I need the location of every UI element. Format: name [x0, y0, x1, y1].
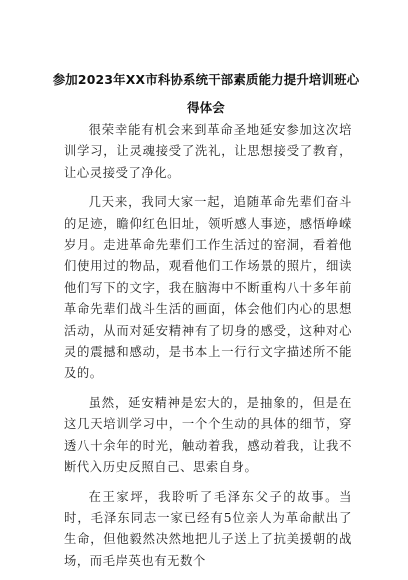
document-title: 参加2023年XX市科协系统干部素质能力提升培训班心得体会	[52, 72, 360, 115]
paragraph: 在王家坪，我聆听了毛泽东父子的故事。当时，毛泽东同志一家已经有5位亲人为革命献出了生命，但他毅然决然地把儿子送上了抗美援朝的战场，而毛岸英也有无数个	[64, 489, 352, 568]
paragraph: 虽然，延安精神是宏大的，是抽象的，但是在这几天培训学习中，一个个生动的具体的细节，穿透八十余年的时光，触动着我，感动着我，让我不断代入历史反照自己、思索自身。	[64, 395, 352, 475]
paragraph: 几天来，我同大家一起，追随革命先辈们奋斗的足迹，瞻仰红色旧址，领听感人事迹，感悟峥嵘岁月。走进革命先辈们工作生活过的窑洞，看着他们使用过的物品，观看他们工作场景的照片，细读他们写下的文字，我在脑海中不断重构八十多年前革命先辈们战斗生活的画面，体会他们内心的思想活动，从而对延安精神有了切身的感受，这种对心灵的震撼和感动，是书本上一行行文字描述所不能及的。	[64, 195, 352, 381]
document-body	[64, 120, 352, 580]
paragraph: 很荣幸能有机会来到革命圣地延安参加这次培训学习，让灵魂接受了洗礼，让思想接受了教育，让心灵接受了净化。	[64, 123, 352, 180]
